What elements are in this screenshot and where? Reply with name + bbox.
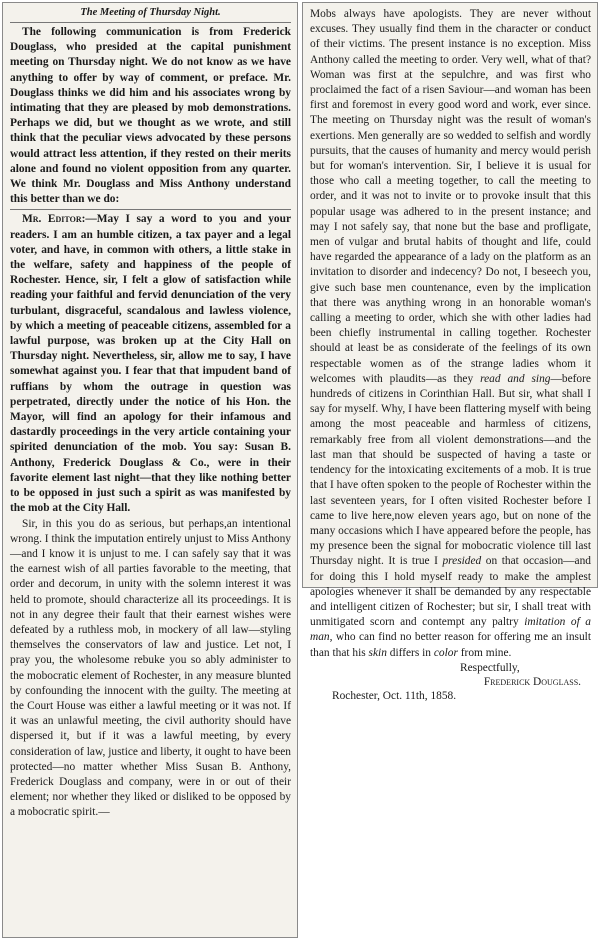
letter-paragraph-3: [310, 7, 591, 661]
article-headline: The Meeting of Thursday Night.: [80, 7, 221, 18]
p3-italic-read-and-sing: read and sing: [480, 372, 551, 385]
p3-part-c: on that occasion—and for doing this I hold myself ready to make the amplest apologies whenever it shall be demanded by any respectable and intelligent citizen of Rochester; but sir, I shall treat with unmitigated scorn and contempt any paltry: [310, 555, 591, 629]
place-date: Rochester, Oct. 11th, 1858.: [332, 689, 457, 702]
closing: Respectfully,: [460, 661, 520, 674]
letter-paragraph-2: Sir, in this you do as serious, but perhaps,an intentional wrong. I think the imputation entirely unjust to Miss Anthony—and I know it is unjust to me. I can safely say that it was the earnest wish of all parties favorable to the meeting, that order and decorum, in unity with the solemn interest it was held to promote, should characterize all its proceedings. It is not in any degree their fault that their earnest wishes were defeated by a ruthless mob, in mockery of all law—styling themselves the conservators of law and justice. Let not, I pray you, the wholesome rebuke you so ably administer to the mobocratic element of Rochester, in any measure blunted by confounding the innocent with the guilty. The meeting at the Court House was either a lawful meeting or it was not. If it was an unlawful meeting, the civil authority should have dispersed it, but if it was a lawful meeting, by every consideration of law, justice and liberty, it ought to have been protected—no matter whether Miss Susan B. Anthony, Frederick Douglass and company, were in or out of their element; nor whether they liked or disliked to be opposed by a mobocratic spirit.—: [10, 517, 291, 819]
intro-rule: [10, 209, 291, 210]
signature: Frederick Douglass.: [483, 675, 581, 688]
p3-part-d: who can find no better reason for offering me an insult than that his: [310, 631, 591, 659]
p3-part-e: differs in: [389, 646, 431, 659]
p3-italic-skin: skin: [368, 646, 387, 659]
p3-part-f: from mine.: [460, 646, 512, 659]
salutation: Mr. Editor: [22, 213, 82, 226]
p3-part-a: Mobs always have apologists. They are never without excuses. They usually find them in the character or conduct of their victims. The present instance is no exception. Miss Anthony called the meeting to order. Very well, what of that? Woman was first at the sepulchre, and was first who proclaimed the fact of a risen Saviour—and woman has been first and foremost in every good word and work, ever since. The meeting on Thursday night was the result of woman's exertions. Men generally are so wedded to selfish and wordly pursuits, that the causes of humanity and mercy would perish but for woman's intervention. Sir, I believe it is usual for those who call a meeting together, to call the meeting to order, and it was not to invite or to provoke insult that this popular usage was adhered to in the present instance; and may I not safely say, that none but the base and profligate, men of vulgar and brutal habits of thought and life, could have regarded the appearance of a lady on the platform as an invitation to disorder and indecency? Do not, I beseech you, give such base men countenance, even by the implication that there was anything wrong in an honorable woman's calling a meeting to order, which she with other ladies had been chiefly instrumental in calling together. Rochester should at least be as considerate of the feelings of its own respectable women as of the strange ladies whom it welcomes with plaudits—as they: [310, 8, 591, 385]
letter-paragraph-1: [10, 212, 291, 516]
letter-paragraph-1-text: :—May I say a word to you and your readers. I am an humble citizen, a tax payer and a legal voter, and have, in common with others, a little stake in the welfare, safety and happiness of the people of Rochester. Hence, sir, I felt a glow of satisfaction while reading your faithful and fervid denunciation of the very turbulant, disgraceful, scandalous and lawless violence, by which a meeting of peaceable citizens, assembled for a lawful purpose, was broken up at the City Hall on Thursday night. Nevertheless, sir, allow me to say, I have somewhat against you. I fear that that impudent band of ruffians by whom the outrage in question was perpetrated, directly under the notice of his Hon. the Mayor, will find an apology for their infamous and dastardly proceedings in the very article containing your spirited denunciation of the mob. You say: Susan B. Anthony, Frederick Douglass & Co., were in their favorite element last night—that they like nothing better to be opposed in just such a spirit as was manifested by the mob at the City Hall.: [10, 213, 292, 515]
p3-italic-color: color: [433, 646, 458, 659]
p3-italic-imitation: imitation of a man,: [310, 616, 591, 644]
p3-italic-presided: presided: [442, 555, 482, 568]
editor-intro: The following communication is from Frederick Douglass, who presided at the capital punishment meeting on Thursday night. We do not know as we have anything to offer by way of comment, or preface. Mr. Douglass thinks we did him and his associates wrong by intimating that they are pleased by mob demonstrations. Perhaps we did, but we thought as we wrote, and still think that the peculiar views advocated by these persons would attract less attention, if they rested on their merits alone and found no violent opposition from any quarter. We think Mr. Douglass and Miss Anthony understand this better than we do:: [10, 26, 291, 206]
p3-part-b: —before hundreds of citizens in Corinthian Hall. But sir, what shall I say for myself. Why, I have been flattering myself with being among the most peaceable and harmless of citizens, remarkably free from all violent demonstrations—and the last man that should be suspected of having a taste or tendency for the intoxicating excitements of a mob. It is true that I have often spoken to the people of Rochester within the last seventeen years, for I often visited Rochester before I came to live here,now eleven years ago, but on none of the many occasions which I have appeared before the people, has my presence been the signal for mobocratic violence till last Thursday night. It is true I: [310, 372, 591, 568]
headline-rule: [10, 22, 291, 23]
right-column: [302, 2, 598, 702]
left-column: [2, 2, 298, 938]
signoff-block: [310, 661, 591, 703]
